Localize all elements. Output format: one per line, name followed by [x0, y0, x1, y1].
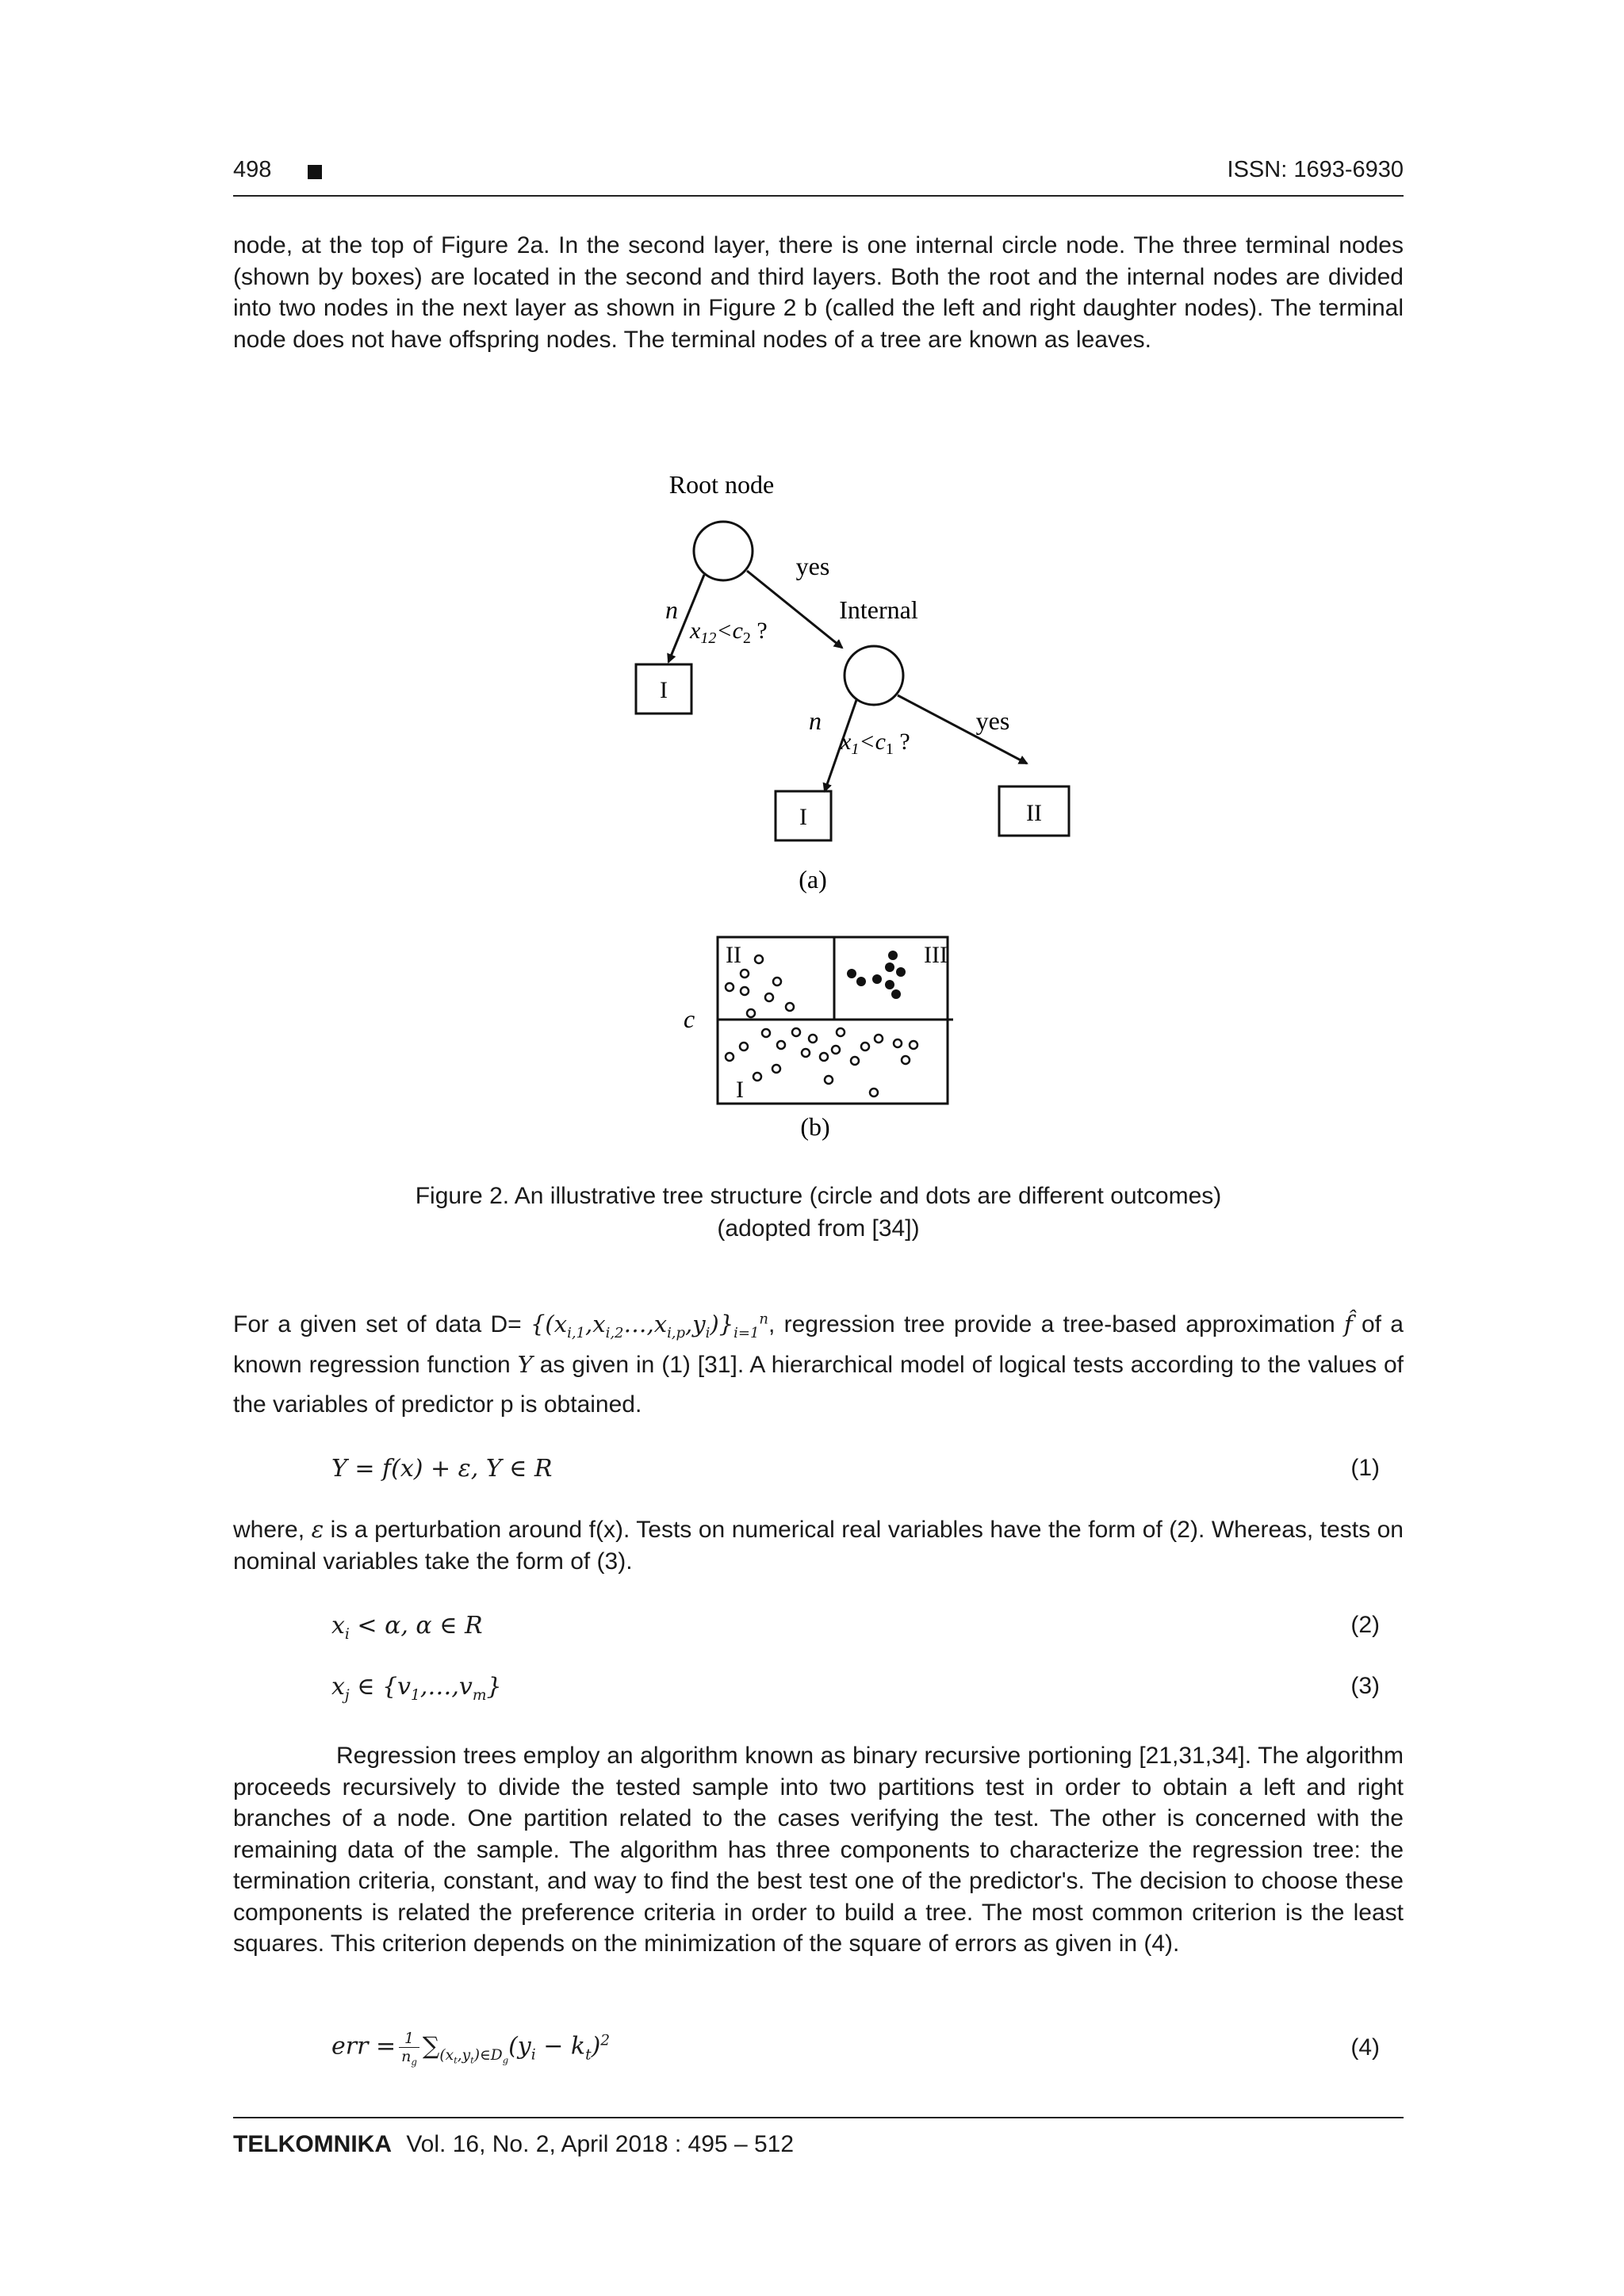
figure-b-tag: (b) — [800, 1112, 830, 1141]
dataset-set-notation: $\{(x_{i,1},x_{i,2}\dots,x_{i,p},y_i)\}_{i=1}^n$ — [530, 1311, 768, 1341]
issn-label: ISSN: 1693-6930 — [1227, 157, 1404, 182]
axis-c-label: c — [684, 1004, 695, 1033]
caption-line-1: Figure 2. An illustrative tree structure (circle and dots are different outcomes) — [415, 1183, 1222, 1209]
outcome-open — [755, 955, 763, 963]
figure-2a-tree-diagram — [555, 460, 1110, 904]
outcome-filled — [872, 974, 882, 984]
root-node-label: Root node — [668, 470, 775, 499]
equation-1 — [331, 1455, 1380, 1490]
leaf-right-label: II — [1026, 800, 1042, 826]
caption-line-2: (adopted from [34]) — [717, 1215, 920, 1242]
outcome-open — [809, 1035, 817, 1043]
outcome-filled — [888, 951, 898, 960]
header-bullet-square — [308, 165, 322, 179]
para3-tail: is a perturbation around f(x). Tests on numerical real variables have the form of (2). Whereas, tests on nominal variables take the form of (3). — [233, 1517, 1404, 1575]
outcome-open — [726, 1053, 733, 1061]
outcome-open — [747, 1009, 755, 1017]
outcome-filled — [856, 977, 866, 986]
f-hat-symbol: f̂ — [1343, 1311, 1353, 1337]
filled-dot-outcomes — [847, 951, 906, 999]
outcome-open — [802, 1049, 810, 1057]
outcome-open — [851, 1057, 859, 1065]
outcome-open — [894, 1039, 902, 1047]
equation-4-expr: err = $\frac{1}{n_g}$ $\sum_{(x_t,y_t)\in D_g}(y_i - k_t)^2$ — [331, 2030, 611, 2068]
root-n-label: n — [665, 595, 678, 624]
outcome-filled — [885, 962, 894, 972]
outcome-filled — [896, 967, 906, 977]
outcome-open — [777, 1041, 785, 1049]
para2-lead: For a given set of data D= — [233, 1311, 522, 1337]
root-node-circle — [694, 522, 753, 580]
page-number: 498 — [233, 157, 272, 182]
equation-4-fraction: $\frac{1}{n_g}$ — [399, 2030, 419, 2065]
equation-2 — [331, 1612, 1380, 1647]
split1-condition: $x_{12}<c_2$ ? — [690, 618, 768, 647]
page-footer — [233, 2117, 1404, 2158]
outcome-open — [762, 1029, 770, 1037]
equation-4 — [331, 2030, 1380, 2077]
page-header — [233, 155, 1404, 197]
outcome-open — [910, 1041, 917, 1049]
y-symbol: Y — [517, 1351, 533, 1378]
equation-3-expr: $x_j$ ∈ $\{v_1,\dots,v_m\}$ — [331, 1673, 502, 1704]
equation-4-number: (4) — [1350, 2034, 1380, 2061]
outcome-open — [902, 1056, 910, 1064]
outcome-filled — [891, 989, 901, 999]
equation-3 — [331, 1673, 1380, 1708]
equation-2-number: (2) — [1350, 1612, 1380, 1638]
para2-after-set: , regression tree provide a tree-based approximation — [768, 1311, 1335, 1337]
split2-condition: $x_1<c_1$ ? — [841, 729, 910, 758]
equation-1-number: (1) — [1350, 1455, 1380, 1481]
regression-intro-paragraph — [233, 1304, 1404, 1425]
outcome-open — [820, 1053, 828, 1061]
equation-1-expr: Y = f(x) + ε, Y ∈ R — [331, 1455, 553, 1483]
internal-n-label: n — [809, 706, 822, 735]
outcome-filled — [885, 980, 894, 989]
leaf-left-label: I — [660, 677, 668, 703]
internal-node-circle — [845, 646, 903, 705]
outcome-open — [870, 1089, 878, 1096]
outcome-open — [786, 1003, 794, 1011]
outcome-open — [832, 1046, 840, 1054]
journal-name: TELKOMNIKA — [233, 2131, 392, 2157]
outcome-open — [741, 987, 749, 995]
region-iii-label: III — [924, 942, 948, 968]
intro-paragraph: node, at the top of Figure 2a. In the second layer, there is one internal circle node. The three terminal nodes (shown by boxes) are located in the second and third layers. Both the root and the internal nodes are divided into two nodes in the next layer as shown in Figure 2 b (called the left and right daughter nodes). The terminal node does not have offspring nodes. The terminal nodes of a tree are known as leaves. — [233, 232, 1404, 353]
outcome-open — [726, 983, 733, 991]
internal-node-label: Internal — [839, 595, 918, 624]
equation-2-expr: $x_i < \alpha$, α ∈ R — [331, 1612, 483, 1643]
outcome-filled — [847, 969, 856, 978]
outcome-open — [825, 1076, 833, 1084]
para3-lead: where, — [233, 1517, 305, 1543]
epsilon-symbol: ε — [311, 1516, 324, 1543]
figure-caption — [233, 1180, 1404, 1245]
equation-3-number: (3) — [1350, 1673, 1380, 1699]
outcome-open — [772, 1065, 780, 1073]
region-i-label: I — [736, 1077, 744, 1103]
outcome-open — [741, 970, 749, 978]
figure-2b-partition-plot — [666, 928, 967, 1150]
open-circle-outcomes — [726, 955, 917, 1096]
binary-partitioning-paragraph: Regression trees employ an algorithm known as binary recursive portioning [21,31,34]. The algorithm proceeds recursively to divide the tested sample into two partitions test in order to obtain a left and right branches of a node. One partition related to the cases verifying the test. The other is concerned with the remaining data of the sample. The algorithm has three components to characterize the regression tree: the termination criteria, constant, and way to find the best test one of the predictor's. The decision to choose these components is related the preference criteria in order to build a tree. The most common criterion is the least squares. This criterion depends on the minimization of the square of errors as given in (4). — [233, 1743, 1404, 1957]
leaf-mid-label: I — [799, 804, 807, 830]
outcome-open — [753, 1073, 761, 1081]
region-ii-label: II — [726, 942, 741, 968]
para2-mid: of a known regression function — [233, 1311, 1404, 1378]
outcome-open — [861, 1043, 869, 1050]
outcome-open — [765, 993, 773, 1001]
perturbation-paragraph — [233, 1514, 1404, 1577]
outcome-open — [773, 978, 781, 985]
root-yes-label: yes — [795, 552, 830, 580]
figure-a-tag: (a) — [799, 865, 827, 894]
para2-tail: as given in (1) [31]. A hierarchical model of logical tests according to the values of the variables of predictor p is obtained. — [233, 1352, 1404, 1418]
journal-details: Vol. 16, No. 2, April 2018 : 495 – 512 — [406, 2131, 795, 2157]
outcome-open — [875, 1035, 883, 1043]
internal-yes-label: yes — [975, 706, 1010, 735]
outcome-open — [837, 1028, 845, 1036]
outcome-open — [792, 1028, 800, 1036]
outcome-open — [740, 1043, 748, 1050]
